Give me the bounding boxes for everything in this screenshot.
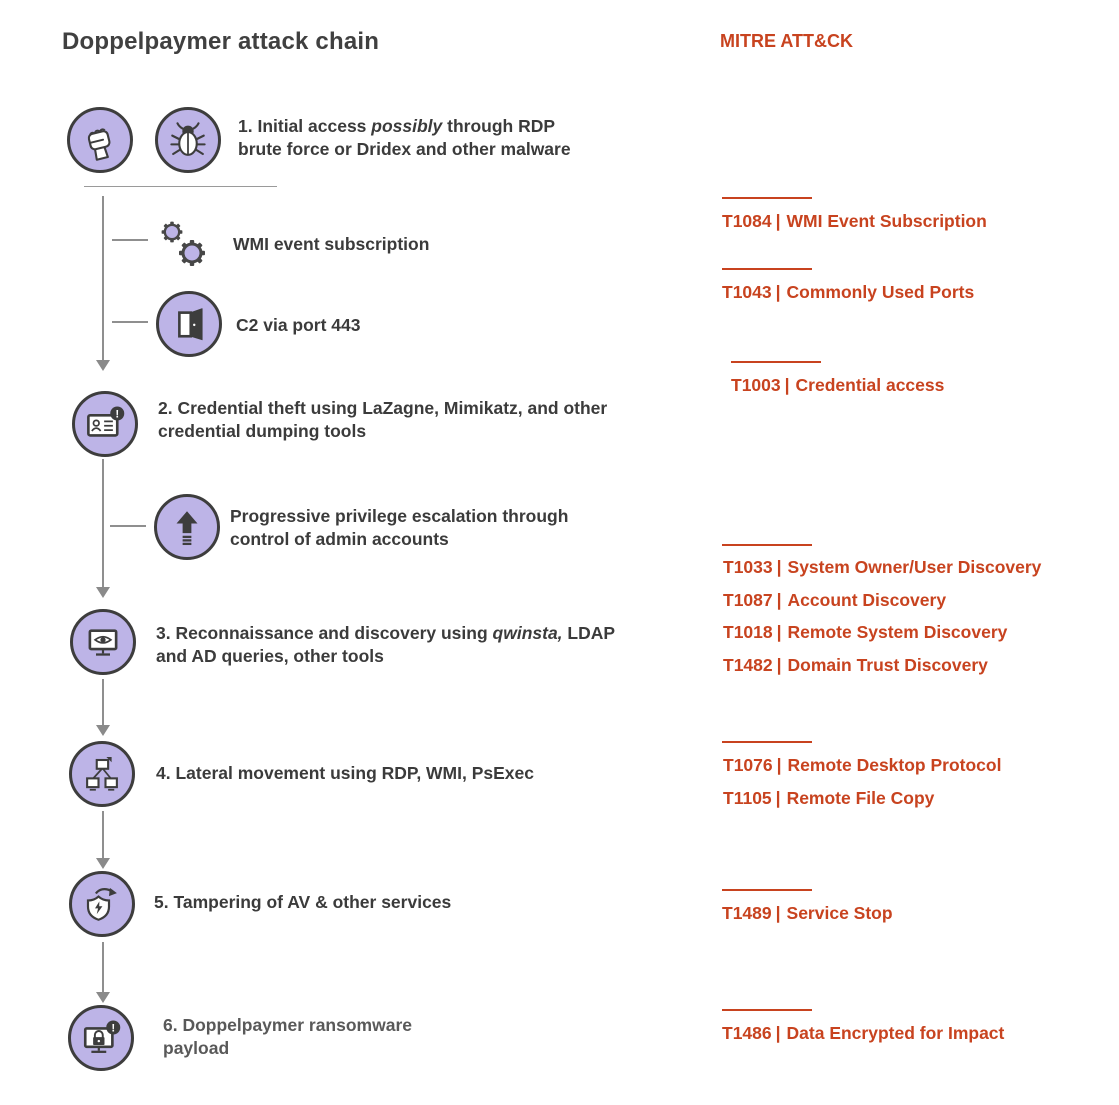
step6-line1: 6. Doppelpaymer ransomware [163,1015,412,1035]
bug-icon [167,119,209,161]
c2-node [156,291,222,357]
svg-text:!: ! [111,1022,116,1035]
arrow-down-icon [96,587,110,598]
connector-line [102,196,104,360]
mitre-technique: T1003 | Credential access [731,375,945,395]
divider-line [84,186,277,187]
step1-line1: 1. Initial access possibly through RDP [238,116,556,136]
connector-line [102,459,104,587]
mitre-technique: T1043 | Commonly Used Ports [722,282,975,302]
mitre-divider-line [731,361,821,363]
step5-label: 5. Tampering of AV & other services [154,892,452,912]
step3-label [156,622,615,668]
mitre-technique: T1033 | System Owner/User Discovery [723,557,1042,577]
mitre-divider-line [722,889,812,891]
c2-label: C2 via port 443 [236,315,361,335]
wmi-label: WMI event subscription [233,234,430,254]
step4-label: 4. Lateral movement using RDP, WMI, PsExec [156,763,534,783]
monitor-lock-alert-icon [80,1017,122,1059]
arrow-down-icon [96,725,110,736]
arrow-down-icon [96,360,110,371]
step1-node-2 [155,107,221,173]
step1-line2: brute force or Dridex and other malware [238,139,571,159]
mitre-technique: T1084 | WMI Event Subscription [722,211,987,231]
door-icon [168,303,210,345]
privilege-line1: Progressive privilege escalation through [230,506,569,526]
mitre-divider-line [722,268,812,270]
step2-node [72,391,138,457]
mitre-technique: T1018 | Remote System Discovery [723,622,1008,642]
id-card-alert-icon [84,403,126,445]
branch-tick [112,321,148,323]
step6-line2: payload [163,1038,230,1058]
mitre-technique: T1076 | Remote Desktop Protocol [723,755,1002,775]
branch-tick [110,525,146,527]
step3-node [70,609,136,675]
step2-line2: credential dumping tools [158,421,367,441]
mitre-divider-line [722,1009,812,1011]
branch-tick [112,239,148,241]
step5-node [69,871,135,937]
shield-refresh-icon [81,883,123,925]
step1-label [238,115,571,161]
step4-node [69,741,135,807]
arrow-down-icon [96,992,110,1003]
network-computers-icon [81,753,123,795]
svg-text:!: ! [115,408,120,421]
step6-label [163,1014,412,1060]
mitre-divider-line [722,741,812,743]
privilege-label [230,505,568,551]
monitor-eye-icon [82,621,124,663]
arrow-down-icon [96,858,110,869]
connector-line [102,679,104,725]
connector-line [102,942,104,992]
fist-icon [79,119,121,161]
step2-line1: 2. Credential theft using LaZagne, Mimikatz, and other [158,398,608,418]
privilege-node [154,494,220,560]
mitre-divider-line [722,197,812,199]
mitre-divider-line [722,544,812,546]
mitre-technique: T1486 | Data Encrypted for Impact [722,1023,1005,1043]
mitre-technique: T1489 | Service Stop [722,903,893,923]
connector-line [102,811,104,858]
step1-node [67,107,133,173]
mitre-attck-header: MITRE ATT&CK [720,31,853,51]
gears-icon [155,218,213,272]
page-title: Doppelpaymer attack chain [62,28,380,55]
mitre-technique: T1482 | Domain Trust Discovery [723,655,988,675]
step3-line1: 3. Reconnaissance and discovery using qwinsta, LDAP [156,623,616,643]
mitre-technique: T1105 | Remote File Copy [723,788,935,808]
mitre-technique: T1087 | Account Discovery [723,590,947,610]
step6-node [68,1005,134,1071]
step2-label [158,397,607,443]
step3-line2: and AD queries, other tools [156,646,384,666]
arrow-up-icon [166,506,208,548]
privilege-line2: control of admin accounts [230,529,449,549]
